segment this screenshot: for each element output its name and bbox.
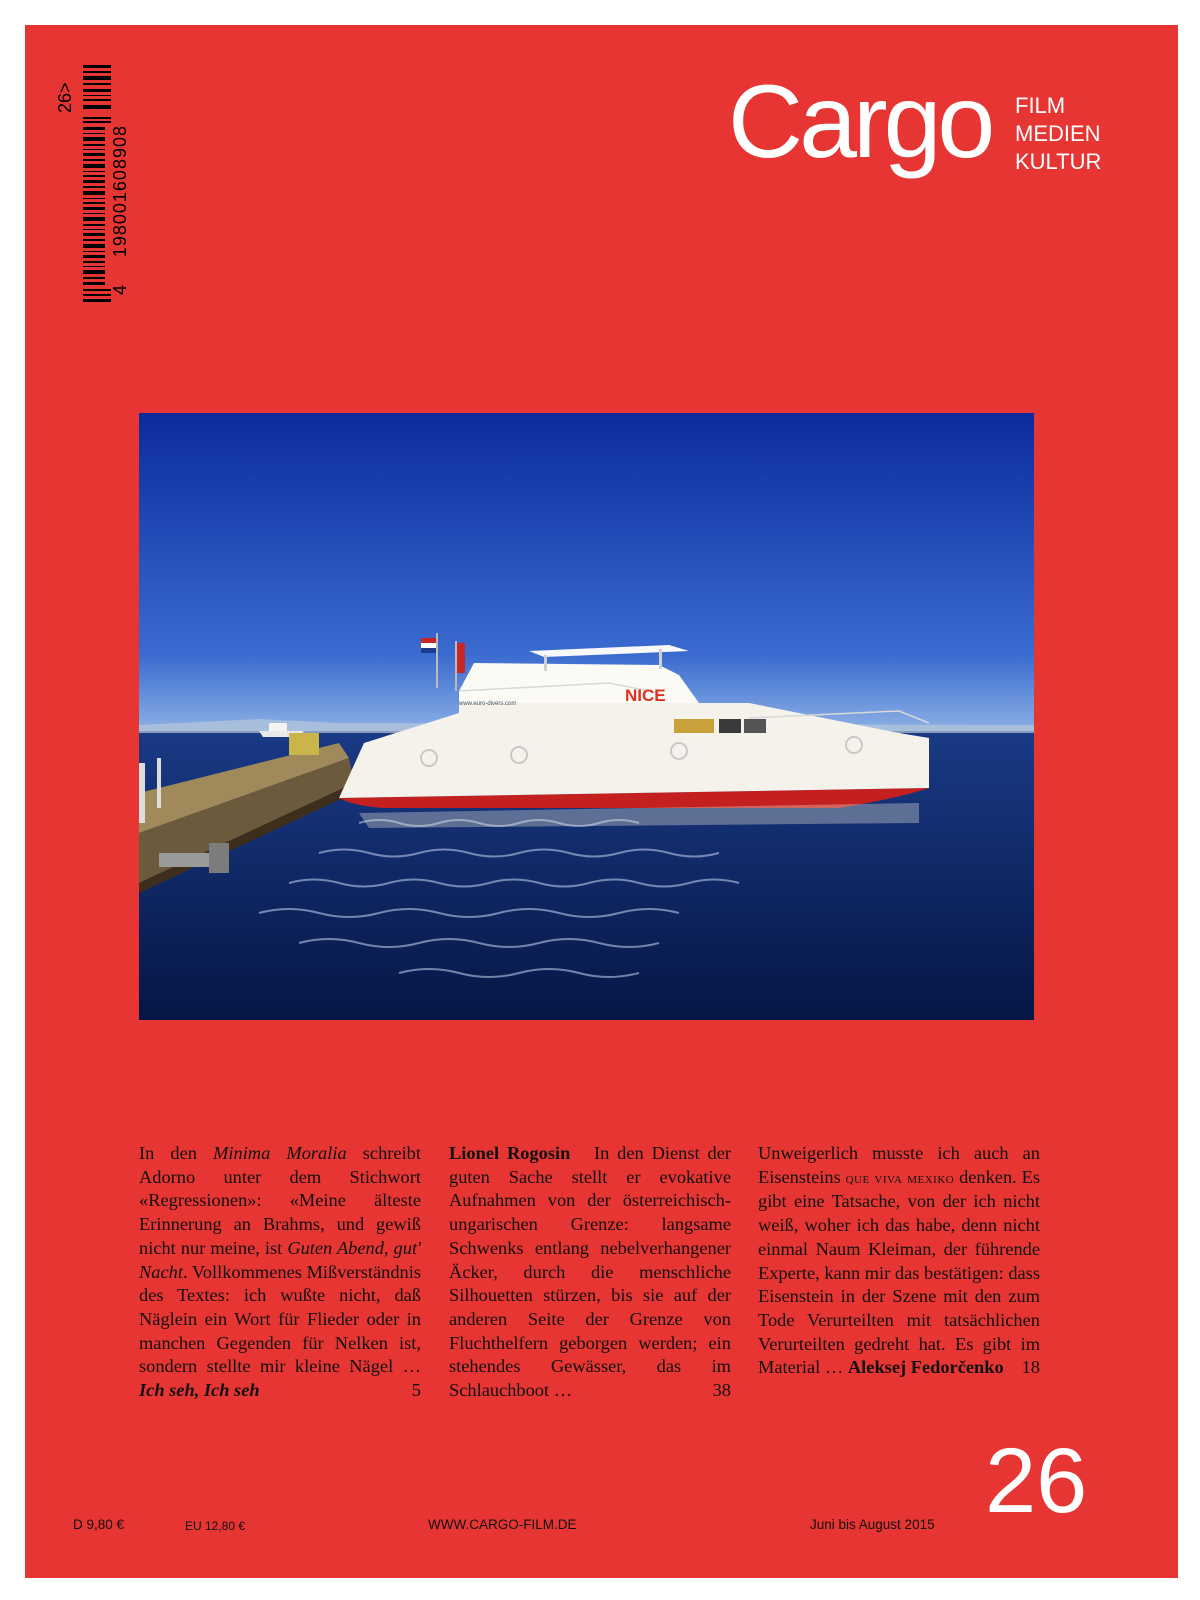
col2-article-title: Lionel Rogosin (449, 1143, 571, 1163)
col2-page-number: 38 (712, 1380, 731, 1401)
price-germany: D 9,80 € (73, 1517, 125, 1532)
website-link: WWW.CARGO-FILM.DE (428, 1517, 577, 1532)
col1-text: schreibt Adorno unter dem Stichwort «Regressionen»: «Meine älteste Erinnerung an Brahms, und gewiß nicht nur meine, ist (139, 1143, 421, 1258)
teaser-column-1 (139, 1142, 421, 1403)
barcode-addon: 26> (55, 82, 75, 113)
boat-photo-illustration (139, 413, 1034, 1020)
cover-photo (139, 413, 1034, 1020)
hull-website-text: www.euro-divers.com (459, 701, 517, 707)
tagline-kultur: KULTUR (1015, 149, 1102, 174)
masthead-tagline (1015, 92, 1101, 176)
teaser-column-2 (449, 1142, 731, 1403)
col1-article-title: Ich seh, Ich seh (139, 1380, 260, 1401)
issue-number: 26 (985, 1430, 1088, 1532)
col3-page-number: 18 (1021, 1357, 1040, 1378)
issue-date: Juni bis August 2015 (810, 1517, 935, 1532)
col3-text: denken. Es gibt eine Tatsache, von der ich nicht weiß, woher ich das habe, denn nicht einmal Naum Kleiman, der führende Experte, kann mir das bestätigen: dass Eisenstein in der Szene mit den zum Tode Verurteilten mit tatsächlichen Verurteilten gedreht hat. Es gibt im Material … (758, 1166, 1040, 1378)
boat-name-text: NICE (625, 686, 666, 705)
tagline-film: FILM (1015, 93, 1066, 118)
barcode-lead-digit: 4 (110, 285, 130, 296)
price-eu: EU 12,80 € (185, 1519, 246, 1533)
barcode (55, 65, 140, 310)
col1-page-number: 5 (411, 1380, 421, 1401)
tagline-medien: MEDIEN (1015, 121, 1101, 146)
magazine-cover (25, 25, 1178, 1578)
barcode-bars (83, 65, 113, 310)
col2-text: In den Dienst der guten Sache stellt er evokative Aufnahmen von der österreichisch-ungarischen Grenze: langsame Schwenks entlang nebelverhangener Äcker, durch die menschliche Silhouetten stürzen, bis sie auf der anderen Seite der Grenze von Fluchthelfern geborgen werden; ein stehendes Gewässer, das im Schlauchboot … (449, 1143, 732, 1401)
col3-film-title: que viva mexiko (845, 1169, 955, 1187)
magazine-logo: Cargo (728, 64, 992, 180)
col1-text: In den (139, 1143, 214, 1163)
col3-article-title: Aleksej Fedorčenko (847, 1357, 1004, 1378)
col1-text: . Vollkommenes Mißverständnis des Textes: ich wußte nicht, daß Näglein ein Wort für Flieder oder in manchen Gegenden für Nelken ist, sondern stellte mir kleine Nägel … (139, 1261, 421, 1377)
teaser-column-3 (758, 1142, 1040, 1380)
col1-italic-song: Guten Abend, gut' Nacht (139, 1237, 421, 1282)
col3-text: Unweigerlich musste ich auch an Eisensteins (758, 1143, 1040, 1187)
col1-italic-title: Minima Moralia (213, 1143, 347, 1163)
barcode-digits: 198001608908 (110, 125, 130, 258)
